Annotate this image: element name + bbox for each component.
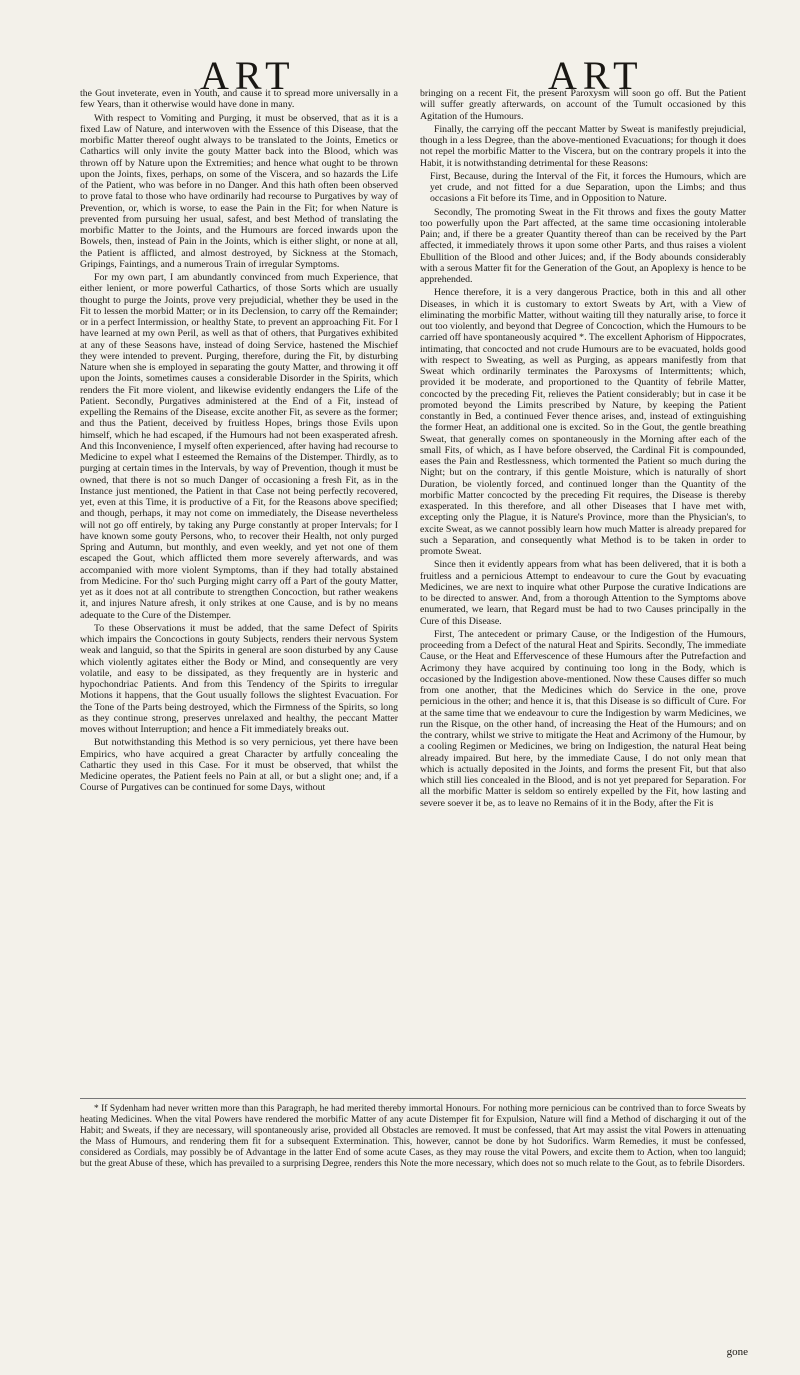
paragraph: With respect to Vomiting and Purging, it must be observed, that as it is a fixed Law of Nature, and interwoven with the Essence of this Disease, that the morbific Matter thereof ought always to be translated to the Joints, Emetics or Cathartics will only invite the gouty Matter back into the Blood, which was thrown off by Nature upon the Extremities; and hence what ought to be thrown upon the Joints, fixes, perhaps, on some of the Viscera, and so hazards the Life of the Patient, who was before in no Danger. And this hath often been observed to prove fatal to those who have ordinarily had recourse to Purgatives by way of Prevention, or, which is worse, to ease the Pain in the Fit; for when Nature is prevented from pursuing her usual, safest, and best Method of translating the morbific Matter to the Joints, and the Humours are forced inwards upon the Bowels, then, instead of Pain in the Joints, which is either slight, or none at all, the Patient is afflicted, and almost destroyed, by Sickness at the Stomach, Gripings, Faintings, and a numerous Train of irregular Symptoms. [80, 112, 398, 270]
paragraph: To these Observations it must be added, that the same Defect of Spirits which impairs the Concoctions in gouty Subjects, renders their nervous System weak and languid, so that the Spirits in general are soon disturbed by any Cause which violently agitates either the Body or Mind, and consequently are very volatile, and easy to be dissipated, as they frequently are in hysteric and hypochondriac Patients. And from this Tendency of the Spirits to irregular Motions it happens, that the Gout usually follows the slightest Evacuation. For the Tone of the Parts being destroyed, which the Firmness of the Spirits, so long as they continue strong, preserves unrelaxed and healthy, the peccant Matter moves without Interruption; and hence a Fit immediately breaks out. [80, 622, 398, 735]
paragraph: bringing on a recent Fit, the present Paroxysm will soon go off. But the Patient will suffer greatly afterwards, on account of the Tumult occasioned by this Agitation of the Humours. [420, 88, 746, 122]
paragraph: Since then it evidently appears from what has been delivered, that it is both a fruitless and a pernicious Attempt to endeavour to cure the Gout by evacuating Medicines, we are next to inquire what other Purpose the curative Indications are to be directed to answer. And, from a thorough Attention to the Symptoms above enumerated, we learn, that Regard must be had to two Causes principally in the Cure of this Disease. [420, 559, 746, 627]
paragraph: the Gout inveterate, even in Youth, and cause it to spread more universally in a few Years, than it otherwise would have done in many. [80, 88, 398, 111]
right-column [420, 88, 746, 811]
paragraph: Secondly, The promoting Sweat in the Fit throws and fixes the gouty Matter too powerfully upon the Part affected, at the same time occasioning intolerable Pain; and, if there be a greater Quantity thereof than can be received by the Part affected, it immediately throws it upon some other Parts, and thus raises a violent Ebullition of the Blood and other Juices; and, if the Body abounds considerably with a serous Matter fit for the Generation of the Gout, an Apoplexy is hence to be apprehended. [420, 206, 746, 285]
footnote-rule [80, 1098, 746, 1099]
running-head-right: ART [548, 53, 644, 98]
paragraph: For my own part, I am abundantly convinced from much Experience, that either lenient, or more powerful Cathartics, of those Sorts which are usually thought to purge the Joints, prove very prejudicial, whether they be used in the Fit to lessen the morbid Matter; or in its Declension, to carry off the Remainder; or in a perfect Intermission, or healthy State, to prevent an approaching Fit. For I have learned at my own Peril, as well as that of others, that Purgatives exhibited at any of these Seasons have, instead of doing Service, hastened the Mischief they were intended to prevent. Purging, therefore, during the Fit, by disturbing Nature when she is employed in separating the gouty Matter, and throwing it off upon the Joints, sometimes causes a considerable Disorder in the Spirits, which renders the Fit more violent, and likewise evidently endangers the Life of the Patient. Secondly, Purgatives administered at the End of a Fit, instead of expelling the Remains of the Disease, excite another Fit, as severe as the former; and thus the Patient, deceived by fruitless Hopes, brings those Evils upon himself, which he had escaped, if the Humours had not been exasperated afresh. And this Inconvenience, I myself often experienced, after having had recourse to Medicine to expel what I esteemed the Remains of the Distemper. Thirdly, as to purging at certain times in the Intervals, by way of Prevention, though it must be owned, that there is not so much Danger of occasioning a fresh Fit, as in the Instance just mentioned, the Patient in that Case not being perfectly recovered, yet, even at this Time, it is productive of a Fit, for the Reasons above specified; and though, perhaps, it may not come on immediately, the Disease nevertheless will not go off entirely, by taking any Purge constantly at proper Intervals; for I have known some gouty Persons, who, to recover their Health, not only purged Spring and Autumn, but monthly, and even weekly, and yet not one of them escaped the Gout, which afflicted them more severely afterwards, and was accompanied with more violent Symptoms, than if they had totally abstained from Medicine. For tho' such Purging might carry off a Part of the gouty Matter, yet as it does not at all contribute to strengthen Concoction, but rather weakens it, and injures Nature afresh, it only strikes at one Cause, and is by no means adequate to the Cure of the Distemper. [80, 272, 398, 621]
left-column [80, 88, 398, 796]
paragraph: Hence therefore, it is a very dangerous Practice, both in this and all other Diseases, in which it is customary to extort Sweats by Art, with a View of eliminating the morbific Matter, without waiting till they naturally arise, to force it out too violently, and beyond that Degree of Concoction, which the Humours to be carried off have spontaneously acquired *. The excellent Aphorism of Hippocrates, intimating, that concocted and not crude Humours are to be evacuated, holds good with respect to Sweating, as well as Purging, as appears manifestly from that Sweat which ordinarily terminates the Paroxysms of Intermittents; which, provided it be moderate, and proportioned to the Quantity of febrile Matter, concocted by the preceding Fit, relieves the Patient considerably; but in case it be promoted beyond the Limits prescribed by Nature, by keeping the Patient constantly in Bed, a continued Fever thence arises, and, instead of extinguishing the former Heat, an additional one is excited. So in the Gout, the gentle breathing Sweat, that generally comes on spontaneously in the Morning after each of the small Fits, of which, as I have before observed, the Cardinal Fit is compounded, eases the Pain and Restlessness, which tormented the Patient so much during the Night; but on the contrary, if this gentle Moisture, which is naturally of short Duration, be violently forced, and continued longer than the Quantity of the morbific Matter concocted by the preceding Fit requires, the Disease is thereby exasperated. In this therefore, and all other Diseases that I have met with, excepting only the Plague, it is Nature's Province, more than the Physician's, to excite Sweat, as we cannot possibly learn how much Matter is already prepared for such a Separation, and consequently what Method is to be taken in order to promote Sweat. [420, 287, 746, 557]
footnote [80, 1104, 746, 1170]
catchword: gone [726, 1346, 748, 1358]
paragraph: But notwithstanding this Method is so very pernicious, yet there have been Empirics, who have acquired a great Character by artfully concealing the Cathartic they used in this Case. For it must be observed, that whilst the Medicine operates, the Patient feels no Pain at all, or but a slight one; and, if a Course of Purgatives can be continued for some Days, without [80, 737, 398, 794]
footnote-text: * If Sydenham had never written more than this Paragraph, he had merited thereby immortal Honours. For nothing more pernicious can be contrived than to force Sweats by heating Medicines. When the vital Powers have rendered the morbific Matter of any acute Distemper fit for Expulsion, Nature will find a Method of discharging it out of the Habit; and Sweats, if they are necessary, will spontaneously arise, provided all Obstacles are removed. It must be confessed, that Art may assist the vital Powers in attenuating the Mass of Humours, and rendering them fit for a subsequent Extermination. This, however, cannot be done by hot Sudorifics. Warm Remedies, it must be confessed, considered as Cordials, may possibly be of Advantage in the latter End of some acute Cases, as they may rouse the vital Powers, and excite them to Action, when too languid; but the great Abuse of these, which has prevailed to a surprising Degree, renders this Note the more necessary, which does not so much relate to the Gout, as to febrile Disorders. [80, 1104, 746, 1169]
running-head-left: ART [200, 53, 296, 98]
paragraph: Finally, the carrying off the peccant Matter by Sweat is manifestly prejudicial, though in a less Degree, than the above-mentioned Evacuations; for though it does not repel the morbific Matter to the Viscera, but on the contrary propels it into the Habit, it is notwithstanding detrimental for these Reasons: [420, 123, 746, 169]
paragraph: First, The antecedent or primary Cause, or the Indigestion of the Humours, proceeding from a Defect of the natural Heat and Spirits. Secondly, The immediate Cause, or the Heat and Effervescence of these Humours after the Putrefaction and Acrimony they have acquired by continuing too long in the Body, which is occasioned by the Indigestion above-mentioned. Now these Causes differ so much from one another, that the Medicines which do Service in the one, prove pernicious in the other; and hence it is, that this Disease is so difficult of Cure. For at the same time that we endeavour to cure the Indigestion by warm Medicines, we run the Risque, on the other hand, of increasing the Heat of the Humours; and on the contrary, whilst we strive to mitigate the Heat and Acrimony of the Humour, by a cooling Regimen or Medicines, we bring on Indigestion, the natural Heat being already impaired. But here, by the immediate Cause, I do not only mean that which is actually deposited in the Joints, and forms the present Fit, but that also which still lies concealed in the Blood, and is not yet prepared for Separation. For all the morbific Matter is seldom so entirely expelled by the Fit, how lasting and severe soever it be, as to leave no Remains of it in the Body, after the Fit is [420, 628, 746, 809]
paragraph: First, Because, during the Interval of the Fit, it forces the Humours, which are yet crude, and not fitted for a due Separation, upon the Limbs; and thus occasions a Fit before its Time, and in Opposition to Nature. [430, 170, 746, 205]
